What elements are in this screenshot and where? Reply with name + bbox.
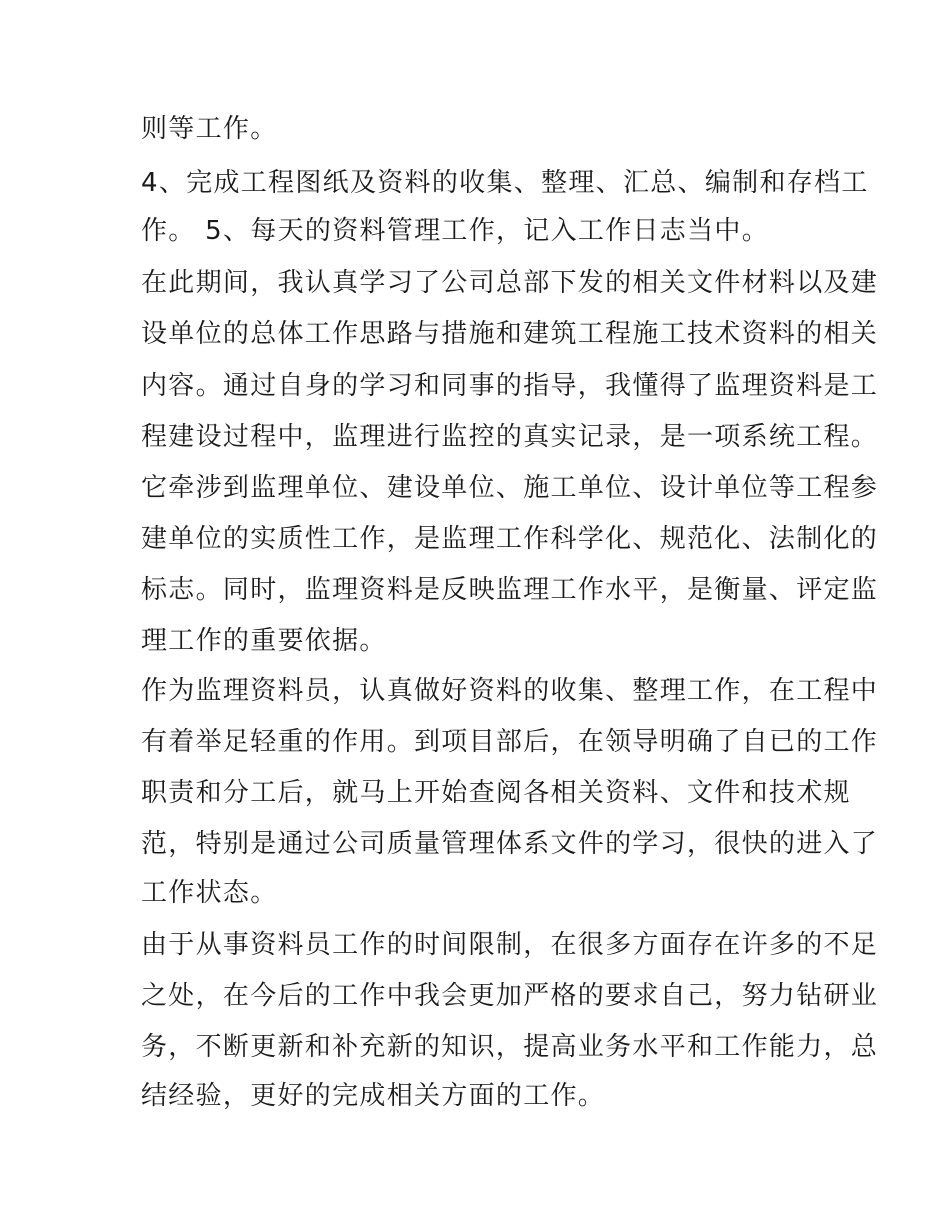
text-line: 内容。通过自身的学习和同事的指导，我懂得了监理资料是工 [141,371,879,401]
text-line: 程建设过程中，监理进行监控的真实记录，是一项系统工程。 [141,422,879,452]
text-line: 由于从事资料员工作的时间限制，在很多方面存在许多的不足 [141,930,879,960]
text-line: 作。 5、每天的资料管理工作，记入工作日志当中。 [141,216,770,246]
text-line: 之处，在今后的工作中我会更加严格的要求自己，努力钻研业 [141,981,879,1011]
text-line: 设单位的总体工作思路与措施和建筑工程施工技术资料的相关 [141,319,879,349]
text-line: 工作状态。 [141,878,278,908]
text-line: 范，特别是通过公司质量管理体系文件的学习，很快的进入了 [141,829,879,859]
text-line: 标志。同时，监理资料是反映监理工作水平，是衡量、评定监 [141,575,879,605]
text-line: 作为监理资料员，认真做好资料的收集、整理工作，在工程中 [141,676,879,706]
text-line: 在此期间，我认真学习了公司总部下发的相关文件材料以及建 [141,268,879,298]
text-line: 务，不断更新和补充新的知识，提高业务水平和工作能力，总 [141,1032,879,1062]
text-line: 它牵涉到监理单位、建设单位、施工单位、设计单位等工程参 [141,473,879,503]
text-line: 有着举足轻重的作用。到项目部后，在领导明确了自已的工作 [141,727,879,757]
text-line: 则等工作。 [141,114,278,144]
text-line: 职责和分工后，就马上开始查阅各相关资料、文件和技术规 [141,778,851,808]
text-line: 4、完成工程图纸及资料的收集、整理、汇总、编制和存档工 [141,168,869,198]
text-line: 理工作的重要依据。 [141,626,387,656]
text-line: 结经验，更好的完成相关方面的工作。 [141,1081,606,1111]
text-line: 建单位的实质性工作，是监理工作科学化、规范化、法制化的 [141,524,879,554]
